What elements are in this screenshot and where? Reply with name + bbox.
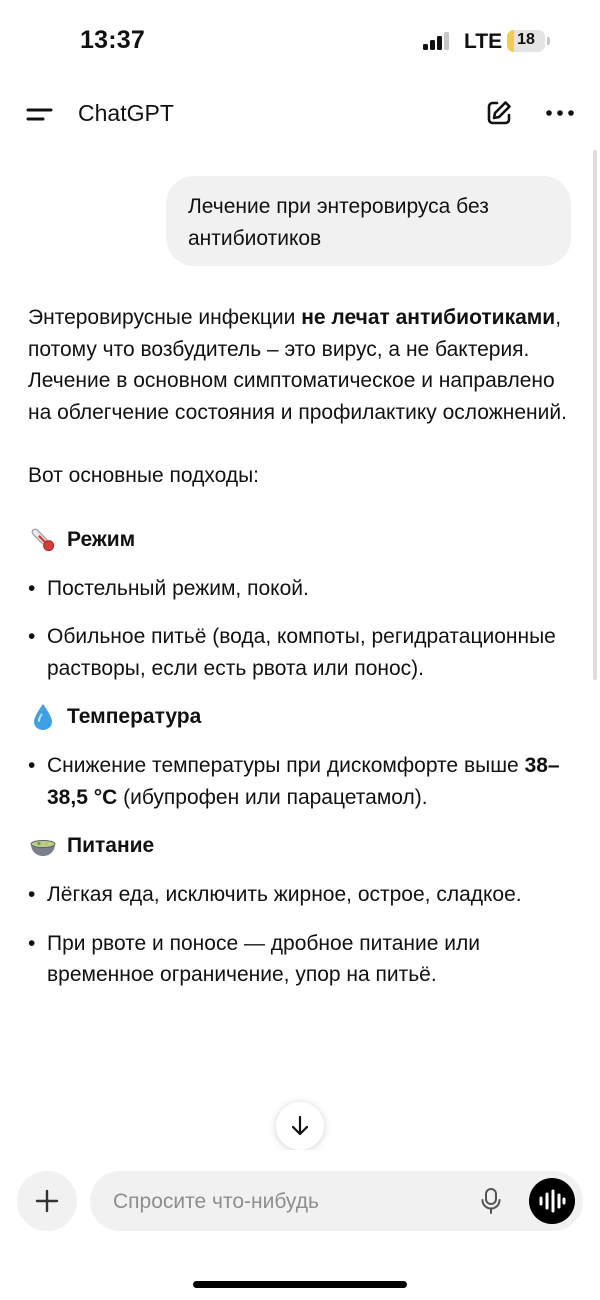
scrollbar[interactable]	[593, 150, 597, 680]
list-item: • При рвоте и поносе — дробное питание или временное ограничение, упор на питьё.	[28, 928, 576, 991]
bullet-list-temperature	[28, 750, 576, 813]
app-title: ChatGPT	[78, 100, 174, 126]
intro-paragraph	[28, 302, 576, 428]
list-item	[28, 750, 576, 813]
composer	[90, 1171, 583, 1231]
battery-icon	[507, 30, 545, 52]
microphone-icon[interactable]	[480, 1187, 502, 1215]
app-header	[0, 86, 600, 142]
arrow-down-icon	[288, 1114, 312, 1138]
home-indicator[interactable]	[193, 1281, 407, 1288]
assistant-message	[28, 302, 576, 1008]
section-title-temperature	[28, 701, 576, 733]
list-item: • Обильное питьё (вода, компоты, регидратационные растворы, если есть рвота или понос).	[28, 621, 576, 684]
new-chat-icon[interactable]	[483, 97, 515, 129]
thermometer-icon	[28, 525, 58, 555]
cellular-signal-icon	[423, 32, 453, 50]
lead-paragraph: Вот основные подходы:	[28, 464, 259, 487]
attach-button[interactable]	[17, 1171, 77, 1231]
waveform-icon	[538, 1189, 566, 1213]
list-item-text: Снижение температуры при дискомфорте выше	[47, 754, 525, 777]
intro-bold: не лечат антибиотиками	[301, 306, 556, 329]
list-item: • Постельный режим, покой.	[28, 573, 576, 605]
scroll-to-bottom-button[interactable]	[276, 1102, 324, 1150]
bullet-list-regime	[28, 573, 576, 685]
section-title-text: Режим	[67, 527, 136, 551]
battery-tip	[547, 37, 550, 45]
battery-level: 18	[517, 31, 535, 48]
section-title-text: Температура	[67, 705, 202, 729]
list-item: • Лёгкая еда, исключить жирное, острое, сладкое.	[28, 879, 576, 911]
soup-bowl-icon	[28, 831, 58, 861]
droplet-icon	[28, 702, 58, 732]
bullet-list-nutrition	[28, 879, 576, 991]
user-message-bubble: Лечение при энтеровируса без антибиотиков	[166, 176, 571, 266]
status-time: 13:37	[80, 26, 145, 54]
menu-icon[interactable]	[24, 98, 56, 130]
list-item-bold: 38–38,5 °C	[47, 754, 560, 809]
message-input[interactable]	[111, 1171, 475, 1233]
intro-text-continued: , потому что возбудитель – это вирус, а не бактерия. Лечение в основном симптоматическое и направлено на облегчение состояния и профилактику осложнений.	[28, 306, 567, 424]
network-type: LTE	[464, 30, 503, 53]
intro-text: Энтеровирусные инфекции	[28, 306, 302, 329]
section-title-regime	[28, 524, 576, 556]
section-title-text: Питание	[67, 834, 155, 858]
plus-icon	[34, 1188, 60, 1214]
voice-mode-button[interactable]	[529, 1178, 575, 1224]
section-title-nutrition	[28, 830, 576, 862]
more-options-icon[interactable]	[543, 97, 577, 129]
list-item-text-continued: (ибупрофен или парацетамол).	[117, 785, 428, 809]
status-bar	[0, 0, 600, 82]
